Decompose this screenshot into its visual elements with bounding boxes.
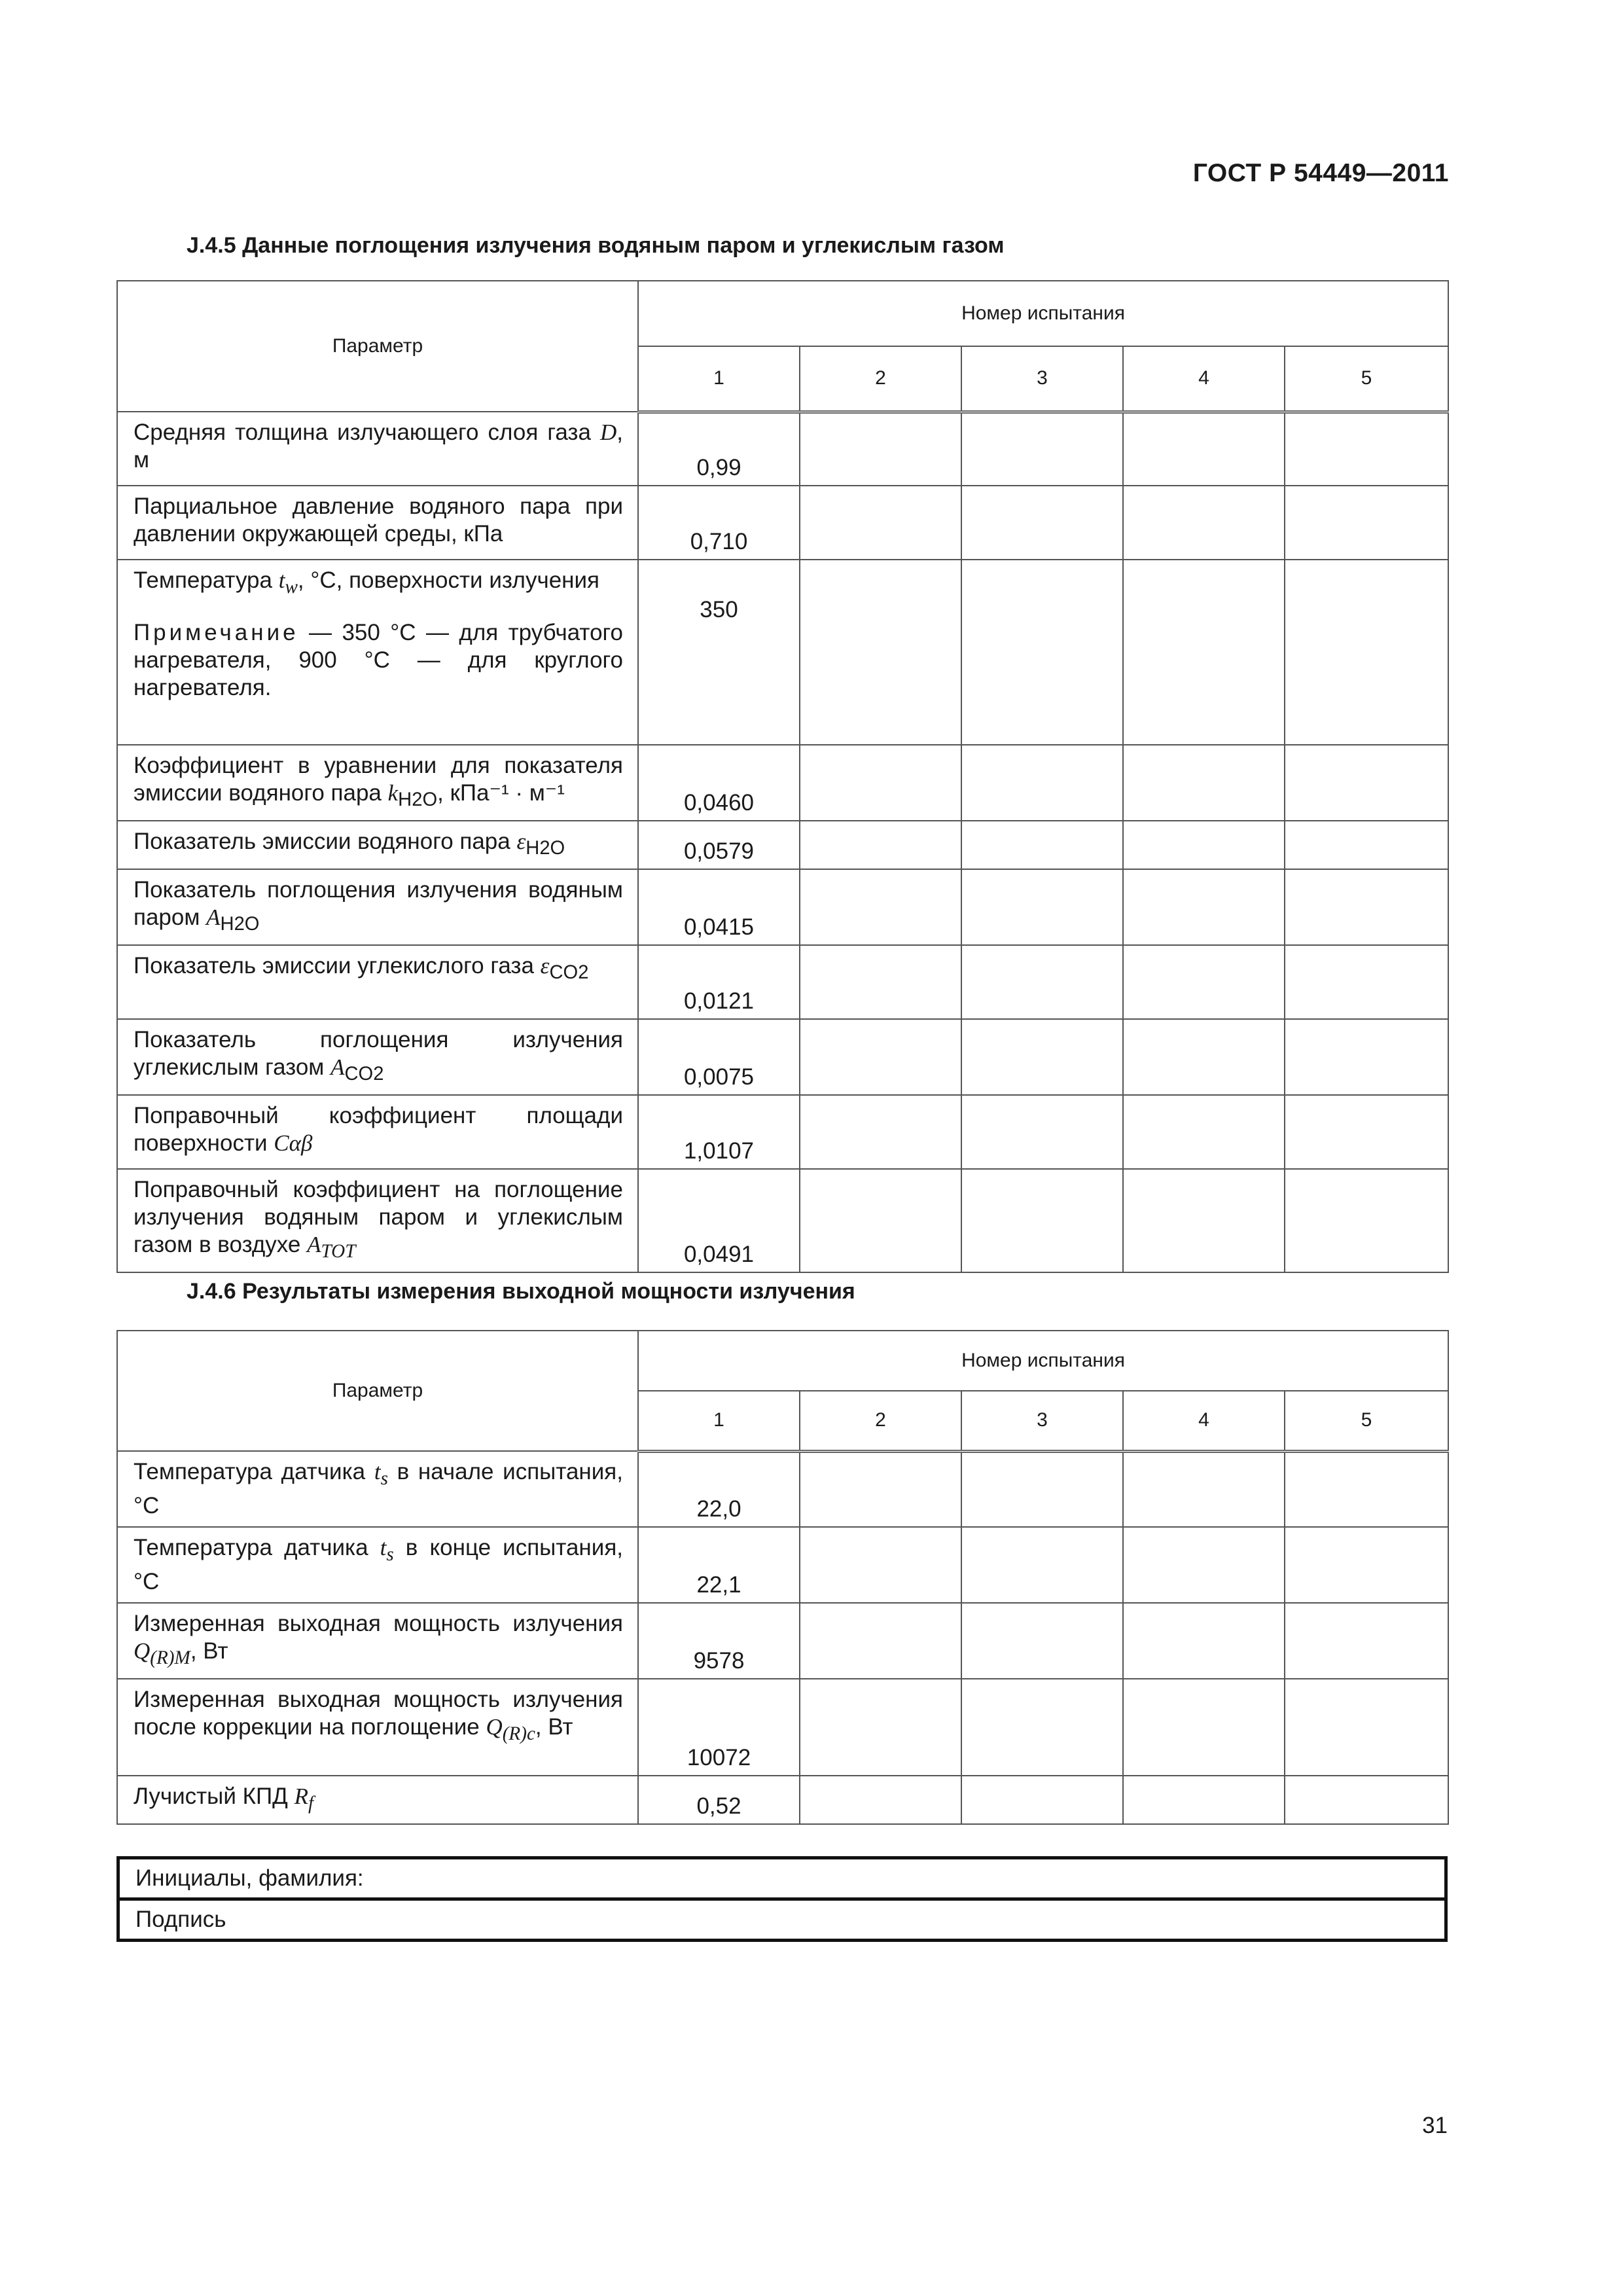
value-cell: 10072 (638, 1679, 800, 1776)
value-cell: 0,99 (638, 412, 800, 486)
value-cell: 0,0415 (638, 869, 800, 945)
section-title-j46: J.4.6 Результаты измерения выходной мощности излучения (187, 1279, 855, 1304)
table-row (117, 869, 1448, 945)
signature-block (116, 1856, 1448, 1942)
table-row (117, 486, 1448, 560)
section-title-j45: J.4.5 Данные поглощения излучения водяным паром и углекислым газом (187, 233, 1005, 258)
param-cell: Лучистый КПД $R_f$ (117, 1776, 638, 1824)
test-number: 1 (638, 1391, 800, 1451)
table-row (117, 1095, 1448, 1169)
table-row (117, 1451, 1448, 1527)
page-number: 31 (1422, 2113, 1448, 2138)
table-row (117, 1603, 1448, 1679)
table-row (117, 1679, 1448, 1776)
test-number: 2 (800, 1391, 961, 1451)
param-cell: Средняя толщина излучающего слоя газа D, м (117, 412, 638, 486)
param-cell: Показатель эмиссии углекислого газа $\varepsilon_{CO2}$ (117, 945, 638, 1019)
param-cell: Поправочный коэффициент площади поверхности Cαβ (117, 1095, 638, 1169)
test-number: 4 (1123, 1391, 1285, 1451)
test-number-header: Номер испытания (638, 1331, 1448, 1391)
table-row (117, 412, 1448, 486)
param-cell: Измеренная выходная мощность излучения после коррекции на поглощение $Q_{(R)c}$, Вт (117, 1679, 638, 1776)
test-number: 5 (1285, 346, 1448, 412)
value-cell: 0,0121 (638, 945, 800, 1019)
test-number: 5 (1285, 1391, 1448, 1451)
table-row (117, 821, 1448, 869)
value-cell: 0,710 (638, 486, 800, 560)
value-cell: 0,52 (638, 1776, 800, 1824)
note: Примечание — 350 °С — для трубчатого нагревателя, 900 °С — для круглого нагревателя. (134, 620, 623, 700)
value-cell: 0,0460 (638, 745, 800, 821)
document-code: ГОСТ Р 54449—2011 (1192, 159, 1449, 187)
param-cell: Температура датчика $t_s$ в конце испытания, °С (117, 1527, 638, 1603)
test-number: 2 (800, 346, 961, 412)
test-number: 3 (961, 1391, 1123, 1451)
param-cell: Показатель эмиссии водяного пара $\varepsilon_{H2O}$ (117, 821, 638, 869)
value-cell: 0,0491 (638, 1169, 800, 1272)
radiation-output-table (116, 1330, 1449, 1825)
value-cell: 22,0 (638, 1451, 800, 1527)
param-header: Параметр (117, 281, 638, 412)
table-row (117, 1019, 1448, 1095)
value-cell: 9578 (638, 1603, 800, 1679)
param-cell: Измеренная выходная мощность излучения $Q_{(R)M}$, Вт (117, 1603, 638, 1679)
table-row (117, 945, 1448, 1019)
param-cell: Температура датчика $t_s$ в начале испытания, °С (117, 1451, 638, 1527)
param-cell: Парциальное давление водяного пара при давлении окружающей среды, кПа (117, 486, 638, 560)
table-row (117, 1169, 1448, 1272)
param-cell: Коэффициент в уравнении для показателя эмиссии водяного пара $k_{H2O}$, кПа⁻¹ · м⁻¹ (117, 745, 638, 821)
test-number: 1 (638, 346, 800, 412)
table-row (117, 1776, 1448, 1824)
param-cell: Поправочный коэффициент на поглощение излучения водяным паром и углекислым газом в воздухе $A_{TOT}$ (117, 1169, 638, 1272)
value-cell: 22,1 (638, 1527, 800, 1603)
test-number: 3 (961, 346, 1123, 412)
value-cell: 0,0075 (638, 1019, 800, 1095)
table-row (117, 560, 1448, 745)
param-cell: Температура $t_w$, °С, поверхности излучения Примечание — 350 °С — для трубчатого нагревателя, 900 °С — для круглого нагревателя. (117, 560, 638, 745)
param-cell: Показатель поглощения излучения водяным паром $A_{H2O}$ (117, 869, 638, 945)
param-header: Параметр (117, 1331, 638, 1451)
absorption-data-table (116, 280, 1449, 1273)
test-number-header: Номер испытания (638, 281, 1448, 346)
table-row (117, 745, 1448, 821)
value-cell: 1,0107 (638, 1095, 800, 1169)
signature-field[interactable]: Подпись (118, 1899, 1446, 1941)
param-cell: Показатель поглощения излучения углекислым газом $A_{CO2}$ (117, 1019, 638, 1095)
table-row (117, 1527, 1448, 1603)
initials-field[interactable]: Инициалы, фамилия: (118, 1858, 1446, 1899)
test-number: 4 (1123, 346, 1285, 412)
value-cell: 350 (638, 560, 800, 745)
value-cell: 0,0579 (638, 821, 800, 869)
